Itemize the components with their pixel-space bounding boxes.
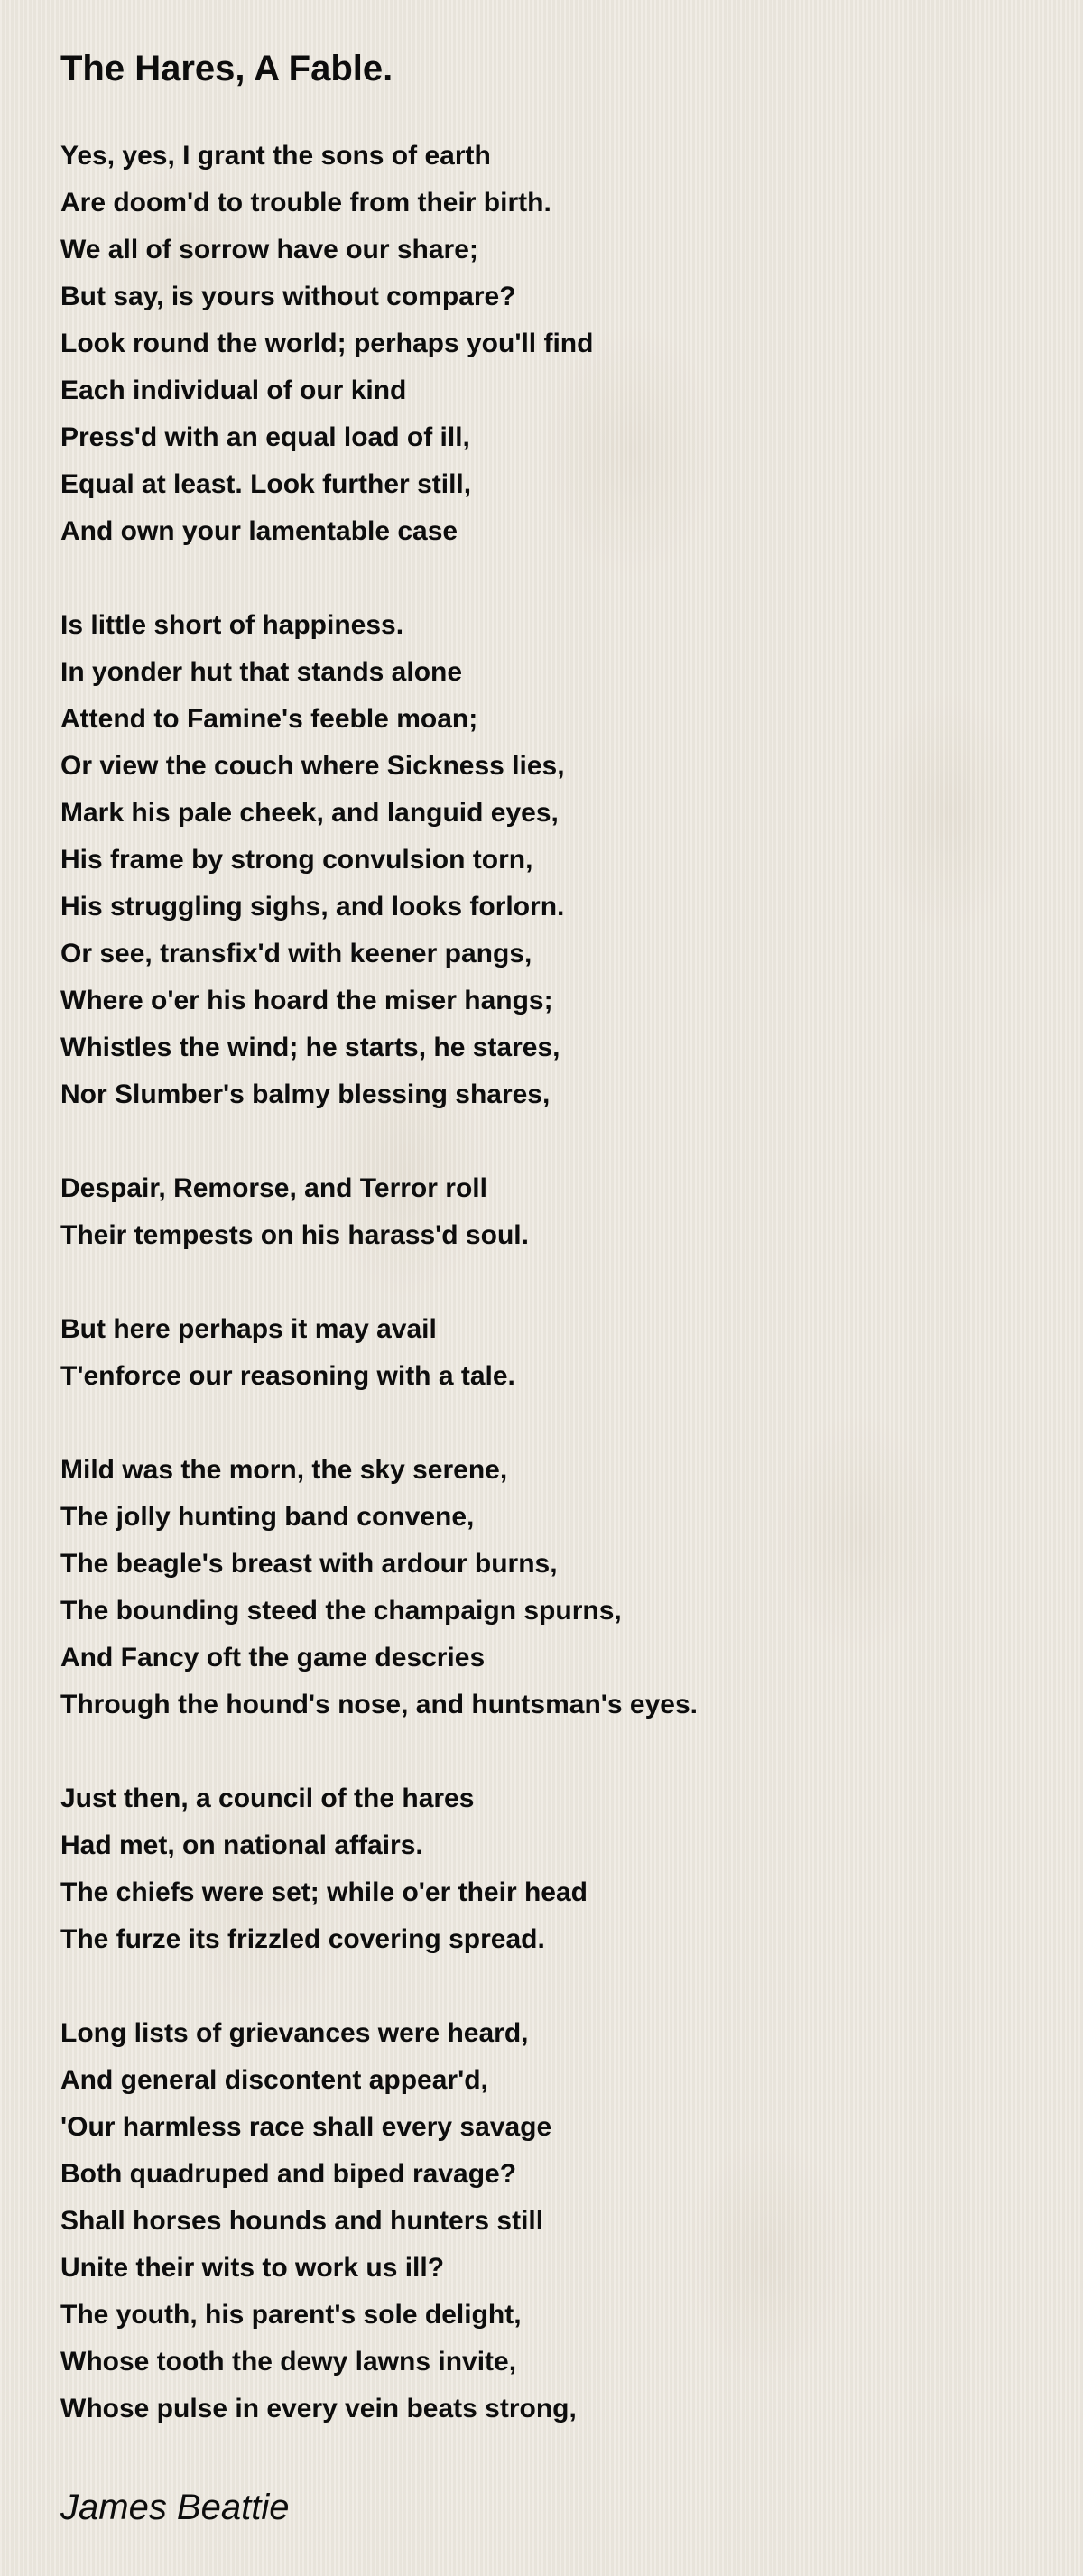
poem-line: The furze its frizzled covering spread. <box>60 1924 545 1954</box>
poem-line: In yonder hut that stands alone <box>60 657 463 687</box>
poem-line: Their tempests on his harass'd soul. <box>60 1220 529 1250</box>
poem-line: We all of sorrow have our share; <box>60 235 478 264</box>
poem-line: Equal at least. Look further still, <box>60 469 472 499</box>
poem-line: The jolly hunting band convene, <box>60 1502 475 1532</box>
poem-line: But say, is yours without compare? <box>60 282 516 311</box>
poem-line: Or see, transfix'd with keener pangs, <box>60 939 532 968</box>
poem-line: Look round the world; perhaps you'll find <box>60 329 594 358</box>
poem-line: Through the hound's nose, and huntsman's eyes. <box>60 1690 698 1719</box>
poem-line: 'Our harmless race shall every savage <box>60 2112 552 2142</box>
poem-line: Attend to Famine's feeble moan; <box>60 704 478 734</box>
poem-line: But here perhaps it may avail <box>60 1314 437 1344</box>
poem-line: Long lists of grievances were heard, <box>60 2018 529 2048</box>
poem-line: Or view the couch where Sickness lies, <box>60 751 565 781</box>
poem-line: Both quadruped and biped ravage? <box>60 2159 517 2189</box>
poem-line: The bounding steed the champaign spurns, <box>60 1596 622 1626</box>
poem-line: Whistles the wind; he starts, he stares, <box>60 1033 560 1062</box>
poem-line: Is little short of happiness. <box>60 610 404 640</box>
stanza-1 <box>60 133 1083 555</box>
poem-line: Are doom'd to trouble from their birth. <box>60 188 551 218</box>
poem-line: Whose tooth the dewy lawns invite, <box>60 2347 517 2377</box>
poem-line: The youth, his parent's sole delight, <box>60 2300 522 2330</box>
poem-body <box>60 133 1083 2432</box>
poem-line: Unite their wits to work us ill? <box>60 2253 445 2283</box>
poem-line: Nor Slumber's balmy blessing shares, <box>60 1080 551 1109</box>
poem-line: Each individual of our kind <box>60 375 407 405</box>
poem-line: Yes, yes, I grant the sons of earth <box>60 141 491 171</box>
poem-line: Where o'er his hoard the miser hangs; <box>60 986 553 1015</box>
poem-line: His struggling sighs, and looks forlorn. <box>60 892 565 922</box>
poem-line: And Fancy oft the game descries <box>60 1643 486 1673</box>
poem-line: Mild was the morn, the sky serene, <box>60 1455 508 1485</box>
poem-line: T'enforce our reasoning with a tale. <box>60 1361 515 1391</box>
poem-line: His frame by strong convulsion torn, <box>60 845 533 875</box>
stanza-6 <box>60 1775 1083 1963</box>
stanza-2 <box>60 602 1083 1118</box>
stanza-5 <box>60 1447 1083 1728</box>
poem-line: Shall horses hounds and hunters still <box>60 2206 544 2236</box>
poem-line: Whose pulse in every vein beats strong, <box>60 2394 577 2423</box>
poem-line: Despair, Remorse, and Terror roll <box>60 1173 487 1203</box>
poem-line: Just then, a council of the hares <box>60 1784 475 1813</box>
poem-line: The chiefs were set; while o'er their head <box>60 1877 588 1907</box>
poem-line: And general discontent appear'd, <box>60 2065 488 2095</box>
poem-title: The Hares, A Fable. <box>60 49 393 88</box>
poem-line: The beagle's breast with ardour burns, <box>60 1549 558 1579</box>
poem-line: Press'd with an equal load of ill, <box>60 422 470 452</box>
stanza-3 <box>60 1165 1083 1259</box>
poem-line: Had met, on national affairs. <box>60 1830 423 1860</box>
stanza-4 <box>60 1306 1083 1400</box>
poem-line: Mark his pale cheek, and languid eyes, <box>60 798 559 828</box>
stanza-7 <box>60 2010 1083 2432</box>
poem-line: And own your lamentable case <box>60 516 458 546</box>
poem-author: James Beattie <box>60 2488 290 2527</box>
